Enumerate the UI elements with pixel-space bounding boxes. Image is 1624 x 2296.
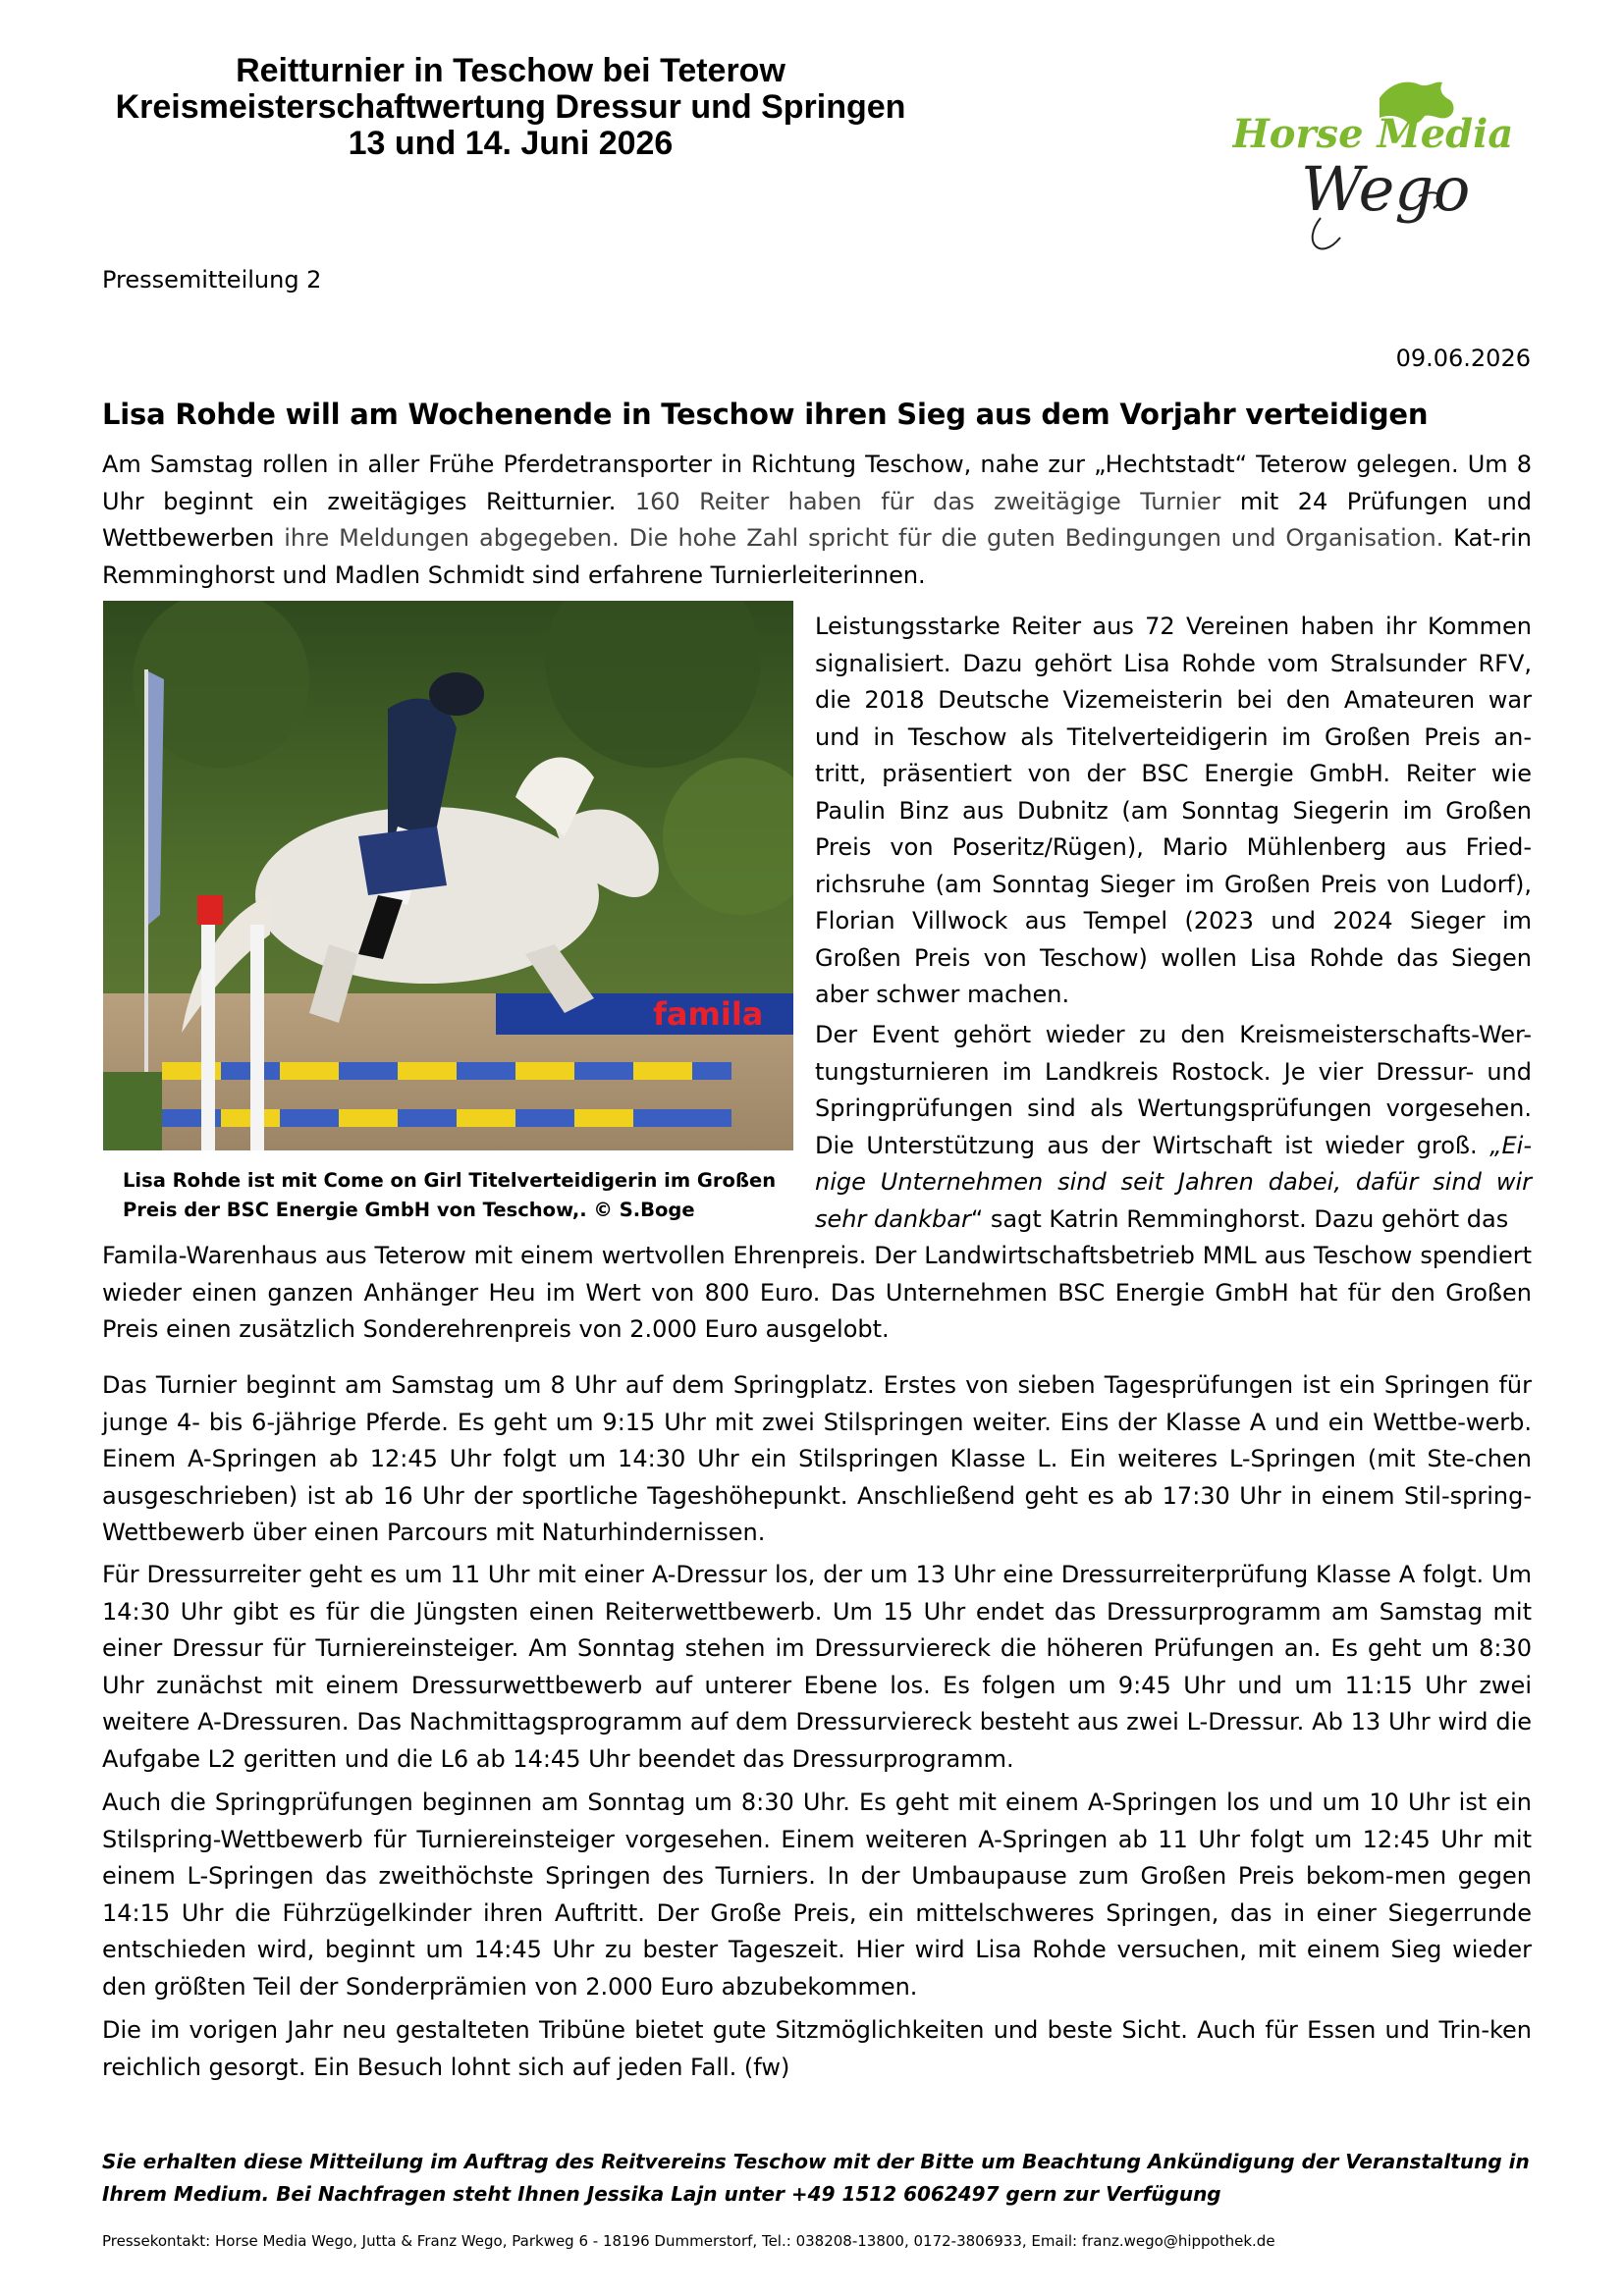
- photo-caption: Lisa Rohde ist mit Come on Girl Titelverteidigerin im Großen Preis der BSC Energie GmbH von Teschow,. © S.Boge: [123, 1169, 777, 1221]
- header-subtitle: Kreismeisterschaftwertung Dressur und Springen: [115, 88, 906, 126]
- header-dates: 13 und 14. Juni 2026: [348, 125, 674, 162]
- press-release-label: Pressemitteilung 2: [102, 266, 322, 294]
- logo-word-horse-media: Horse Media: [1232, 111, 1514, 157]
- intro-text-3: mit 24 Prüfungen und Wettbewerben: [102, 487, 1533, 552]
- right-column-paragraph-1: Leistungsstarke Reiter aus 72 Vereinen haben ihr Kommen signalisiert. Dazu gehört Lisa Rohde vom Stralsunder RFV, die 2018 Deutsche Vizemeisterin bei den Amateuren war und in Teschow als Titelverteidigerin im Großen Preis an-tritt, präsentiert von der BSC Energie GmbH. Reiter wie Paulin Binz aus Dubnitz (am Sonntag Siegerin im Großen Preis von Poseritz/Rügen), Mario Mühlenberg aus Fried-richsruhe (am Sonntag Sieger im Großen Preis von Ludorf), Florian Villwock aus Tempel (2023 und 2024 Sieger im Großen Preis von Teschow) wollen Lisa Rohde das Siegen aber schwer machen.: [815, 613, 1532, 1008]
- intro-text-1: Am Samstag rollen in aller Frühe Pferdetransporter in Richtung Teschow, nahe zur „Hechtstadt“ Teterow gelegen. Um 8 Uhr beginnt ein zweitägiges Reitturnier.: [102, 451, 1532, 515]
- press-release-date: 09.06.2026: [1395, 345, 1531, 372]
- horse-media-wego-logo: [1232, 71, 1517, 257]
- right-column-text-b: “ sagt Katrin Remminghorst. Dazu gehört das: [970, 1204, 1509, 1233]
- body-paragraph-closing: Die im vorigen Jahr neu gestalteten Tribüne bietet gute Sitzmöglichkeiten und beste Sicht. Auch für Essen und Trin-ken reichlich gesorgt. Ein Besuch lohnt sich auf jeden Fall. (fw): [102, 2016, 1532, 2081]
- press-contact: Pressekontakt: Horse Media Wego, Jutta & Franz Wego, Parkweg 6 - 18196 Dummerstorf, Tel.: 038208-13800, 0172-3806933, Email: franz.wego@hippothek.de: [102, 2232, 1275, 2250]
- body-paragraph-dressage: Für Dressurreiter geht es um 11 Uhr mit einer A-Dressur los, der um 13 Uhr eine Dressurreiterprüfung Klasse A folgt. Um 14:30 Uhr gibt es für die Jüngsten einen Reiterwettbewerb. Um 15 Uhr endet das Dressurprogramm am Samstag mit einer Dressur für Turniereinsteiger. Am Sonntag stehen im Dressurviereck die höheren Prüfungen an. Es geht um 8:30 Uhr zunächst mit einem Dressurwettbewerb auf unterer Ebene los. Es folgen um 9:45 Uhr und um 11:15 Uhr zwei weitere A-Dressuren. Das Nachmittagsprogramm auf dem Dressurviereck besteht aus zwei L-Dressur. Ab 13 Uhr wird die Aufgabe L2 geritten und die L6 ab 14:45 Uhr beendet das Dressurprogramm.: [102, 1561, 1532, 1773]
- right-column-text-a: Der Event gehört wieder zu den Kreismeisterschafts-Wer-tungsturnieren im Landkreis Rostock. Je vier Dressur- und Springprüfungen sind als Wertungsprüfungen vorgesehen. Die Unterstützung aus der Wirtschaft ist wieder groß.: [815, 1021, 1532, 1159]
- header-event-title: Reitturnier in Teschow bei Teterow: [236, 52, 785, 89]
- right-column-paragraph-2: [815, 1017, 1532, 1238]
- article-photo-show-jumping: [103, 601, 793, 1150]
- sponsor-quote: „Ei-nige Unternehmen sind seit Jahren dabei, dafür sind wir sehr dankbar: [815, 1131, 1532, 1233]
- logo-word-wego: Wego: [1301, 153, 1471, 225]
- intro-text-2: 160 Reiter haben für das zweitägige Turnier: [634, 487, 1240, 515]
- intro-paragraph: [102, 447, 1532, 594]
- article-headline: Lisa Rohde will am Wochenende in Teschow ihren Sieg aus dem Vorjahr verteidigen: [102, 398, 1429, 431]
- document-header: [59, 53, 962, 162]
- body-paragraph-sunday-jumping: Auch die Springprüfungen beginnen am Sonntag um 8:30 Uhr. Es geht mit einem A-Springen los und um 10 Uhr ist ein Stilspring-Wettbewerb für Turniereinsteiger vorgesehen. Einem weiteren A-Springen ab 11 Uhr folgt um 12:45 Uhr mit einem L-Springen das zweithöchste Springen des Turniers. In der Umbaupause zum Großen Preis bekom-men gegen 14:15 Uhr die Führzügelkinder ihren Auftritt. Der Große Preis, ein mittelschweres Springen, das in einer Siegerrunde entschieden wird, beginnt um 14:45 Uhr zu bester Tageszeit. Hier wird Lisa Rohde versuchen, mit einem Sieg wieder den größten Teil der Sonderprämien von 2.000 Euro abzubekommen.: [102, 1789, 1532, 2001]
- body-paragraph-saturday-jumping: Das Turnier beginnt am Samstag um 8 Uhr auf dem Springplatz. Erstes von sieben Tagesprüfungen ist ein Springen für junge 4- bis 6-jährige Pferde. Es geht um 9:15 Uhr mit zwei Stilspringen weiter. Eins der Klasse A und ein Wettbe-werb. Einem A-Springen ab 12:45 Uhr folgt um 14:30 Uhr ein Stilspringen Klasse L. Ein weiteres L-Springen (mit Ste-chen ausgeschrieben) ist ab 16 Uhr der sportliche Tageshöhepunkt. Anschließend geht es ab 17:30 Uhr in einem Stil-spring-Wettbewerb über einen Parcours mit Naturhindernissen.: [102, 1371, 1532, 1546]
- logo-graphic: [1232, 71, 1517, 257]
- intro-text-5: Kat-rin Remminghorst und Madlen Schmidt sind erfahrene Turnierleiterinnen.: [102, 524, 1533, 589]
- footer-distribution-note: Sie erhalten diese Mitteilung im Auftrag des Reitvereins Teschow mit der Bitte um Beachtung Ankündigung der Veranstaltung in Ihrem Medium. Bei Nachfragen steht Ihnen Jessika Lajn unter +49 1512 6062497 gern zur Verfügung: [102, 2150, 1530, 2206]
- continuation-paragraph: Famila-Warenhaus aus Teterow mit einem wertvollen Ehrenpreis. Der Landwirtschaftsbetrieb MML aus Teschow spendiert wieder einen ganzen Anhänger Heu im Wert von 800 Euro. Das Unternehmen BSC Energie GmbH hat für den Großen Preis einen zusätzlich Sonderehrenpreis von 2.000 Euro ausgelobt.: [102, 1242, 1532, 1343]
- photo-banner-text: famila: [653, 995, 764, 1033]
- intro-text-4: ihre Meldungen abgegeben. Die hohe Zahl spricht für die guten Bedingungen und Organisation.: [284, 524, 1454, 552]
